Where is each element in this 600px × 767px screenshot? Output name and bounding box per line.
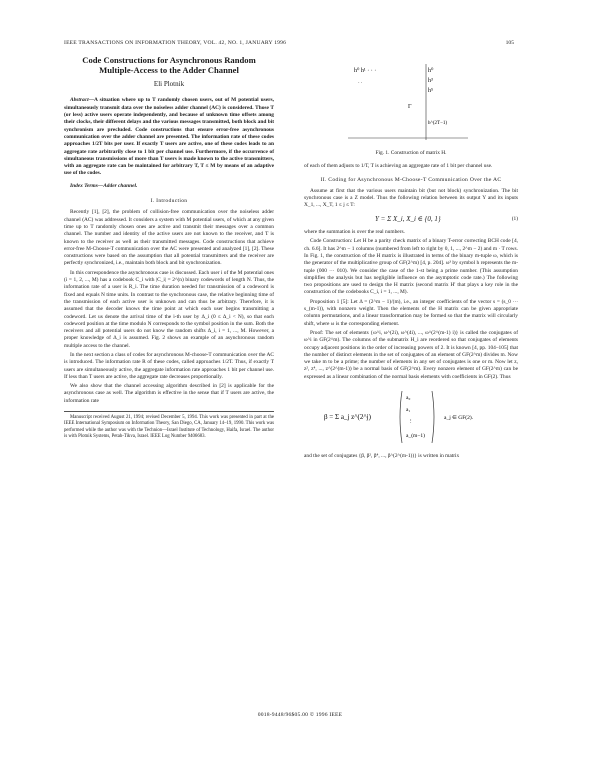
equation-number: (1) [511, 215, 518, 222]
footnote: Manuscript received August 21, 1994; revised December 5, 1994. This work was presented in part at the IEEE International Symposium on Information Theory, San Diego, CA, January 14–19, 1990. This work was performed while the author was with the Technion—Israel Institute of Technology, Haifa, Israel. The author is with Plotnik Systems, Petah-Tikva, Israel. IEEE Log Number 9406683. [64, 411, 274, 440]
paragraph: Assume at first that the various users maintain bit (but not block) synchronization. The bit synchronous case is a Z model. Thus the following relation between its output Y and its inputs X_1, ..., X_T, 1 ≤ j ≤ T: [304, 187, 518, 209]
author-name: Eli Plotnik [153, 80, 185, 89]
equation-1 [304, 216, 518, 223]
matrix-entry: h³ [428, 78, 433, 84]
paragraph: In the next section a class of codes for asynchronous M-choose-T communication over the AC is introduced. The information rate R of these codes, called approaches 1/2T. Thus, if exactly T users are simultaneously active, the aggregate information rate approaches 1 bit per channel use. If less than T users are active, the aggregate rate decreases proportionally. [64, 351, 274, 380]
vector-entry: ⋮ [408, 419, 414, 426]
matrix-equation [304, 385, 518, 449]
page-number: 105 [505, 40, 514, 46]
figure-1 [304, 60, 518, 148]
paragraph: Proposition 1 [5]: Let Δ = (2^m − 1)/(m), i.e., an integer coefficients of the vector s = (s_0 ··· s_(m-1)), with nonzero weight. Then the elements of the H matrix can be given appropriate column permutations, and a linear transformation may be formed so that the matrix will circularly shift, where ω is the corresponding element. [304, 298, 518, 327]
running-head: IEEE TRANSACTIONS ON INFORMATION THEORY, VOL. 42, NO. 1, JANUARY 1996 [64, 40, 287, 46]
section-heading-introduction: I. Introduction [150, 198, 188, 205]
paragraph: We also show that the channel accessing algorithm described in [2] is applicable for the asynchronous case as well. The algorithm is effective in the sense that if T users are active, the information rate [64, 383, 274, 404]
vector-entry: a_(m−1) [406, 433, 425, 440]
copyright-code: 0018-9448/96$05.00 © 1996 IEEE [257, 712, 343, 718]
matrix-equation-diagram [304, 385, 518, 449]
left-paren [400, 391, 402, 443]
matrix-h-diagram [344, 60, 478, 146]
vector-entry: a₀ [406, 395, 411, 402]
paragraph: Code Construction: Let H be a parity check matrix of a binary T-error correcting BCH code [4, ch. 6.6]. It has 2^m − 1 columns (numbered from left to right by 0, 1, ..., 2^m − 2) and m · T rows. In Fig. 1, the construction of the H matrix is illustrated in terms of the binary m-tuple ω, which is the generator of the multiplicative group of GF(2^m) [4, p. 204]. ω³ by symbol h represents the m-tuple (000 ··· 010). We consider the case of the 1-st being a prime number. (This assumption simplifies the analysis but has negligible influence on the asymptotic code rate.) The following two propositions are used to design the H matrix (second matrix H' that plays a key role in the construction of the codebooks C_i, i = 1, ..., M). [304, 238, 518, 296]
paragraph: Proof: The set of elements {ω^i, ω^(2i), ω^(4i), ..., ω^(2^(m-1) i)} is called the conjugates of ω^i in GF(2^m). The columns of the submatrix H_i are reordered so that conjugates of elements occupy adjacent positions in the order of increasing powers of 2. It is known [4, pp. 104–105] that the number of distinct elements in the set of conjugates of an element of GF(2^m) divides m. Now we take m to be a prime; the number of elements in any set of conjugates is one or m. Now let z, z², z⁴, ..., z^(2^(m-1)) be a normal basis of GF(2^m). Every nonzero element of GF(2^m) can be expressed as a linear combination of the normal basis elements with coefficients in GF(2). Thus [304, 329, 518, 380]
matrix-gamma-label: Γ [408, 104, 412, 110]
right-paren [432, 391, 434, 443]
paragraph: Recently [1], [2], the problem of collision-free communication over the noiseless adder channel (AC) was addressed. It considers a system with M potential users, of which at any given time up to T randomly chosen ones are active and transmit their messages over a common channel. The number and identity of the active users are not known to the receiver, and T is known to the receiver as well as their transmitted messages. Code constructions that achieve error-free M-Choose-T communication over the AC were presented and analyzed [1], [2]. These constructions were based on the assumption that all potential transmitters and the receiver are perfectly synchronized, i.e., maintain both block and bit synchronization. [64, 209, 274, 267]
matrix-entry: h⁵ [428, 88, 434, 94]
index-terms-text: Adder channel. [103, 182, 138, 189]
vector-entry: a₁ [406, 407, 411, 414]
paragraph: where the summation is over the real numbers. [304, 229, 405, 236]
matrix-rhs: a_j ∈ GF(2). [444, 415, 474, 422]
left-column [64, 56, 274, 440]
paragraph: and the set of conjugates {β, β², β⁴, ..., β^(2^(m-1))} is written in matrix [304, 453, 460, 460]
index-terms-label: Index Terms— [70, 182, 104, 189]
paragraph: of each of them adjusts to 1/T, T is achieving an aggregate rate of 1 bit per channel use. [304, 163, 493, 170]
abstract-label: Abstract— [70, 97, 94, 104]
index-terms [64, 183, 274, 190]
abstract [64, 97, 274, 177]
matrix-entry: h⁰ [428, 68, 434, 74]
matrix-top-row: h⁰ h¹ · · · [354, 68, 377, 74]
paper-title: Code Constructions for Asynchronous Random Multiple-Access to the Adder Channel [82, 55, 256, 75]
right-column [304, 56, 518, 462]
section-heading-coding: II. Coding for Asynchronous M-Choose-T Communication Over the AC [320, 176, 502, 183]
figure-caption: Fig. 1. Construction of matrix H. [375, 150, 447, 156]
equation-body: Y = Σ X_i, X_i ∈ {0, 1} [374, 214, 441, 223]
matrix-entry: · · [358, 81, 363, 86]
matrix-lhs: β = Σ a_j z^(2^j) [324, 413, 371, 422]
matrix-entry: h^(2T−1) [428, 121, 448, 126]
abstract-text: A situation where up to T randomly chosen users, out of M potential users, simultaneously transmit data over the noiseless adder channel (AC) is considered. Those T (or less) active users operate independently, and because of unknown time offsets among their clocks, their different delays and the various messages transmitted, both block and bit synchronism are precluded. Code constructions that ensure error-free asynchronous communication over the adder channel are presented. The information rate of these codes approaches 1/2T bits per user. If exactly T users are active, one of these codes leads to an aggregate rate arbitrarily close to 1 bit per channel use. Furthermore, if the occurrence of simultaneous transmissions of more than T users is made known to the active transmitters, with an aggregate rate can be maintained for arbitrary T, T ≤ M by means of an adaptive use of the codes. [64, 97, 274, 177]
paragraph: In this correspondence the asynchronous case is discussed. Each user i of the M potential ones (i = 1, 2, ..., M) has a codebook C_i with |C_i| = 2^(n) binary codewords of length N. Thus, the information rate of a user is R_i. The time duration needed for transmission of a codeword is fixed and equals N time units. In contrast to the synchronous case, the relative beginning time of the transmission of each active user is unknown and can thus be arbitrary. Therefore, it is assumed that the decoder knows the time point at which each user begins transmitting a codeword. Let us denote the arrival time of the i-th user by Δ_i (0 ≤ Δ_i < N), so that each codeword position at the time modulo N corresponds to the symbol position in the sum. Both the receivers and all potential users do not know the random shifts Δ_i, i = 1, ..., M. However, a proper knowledge of Δ_i is assumed. Fig. 2 shows an example of an asynchronous random multiple access to the channel. [64, 269, 274, 349]
